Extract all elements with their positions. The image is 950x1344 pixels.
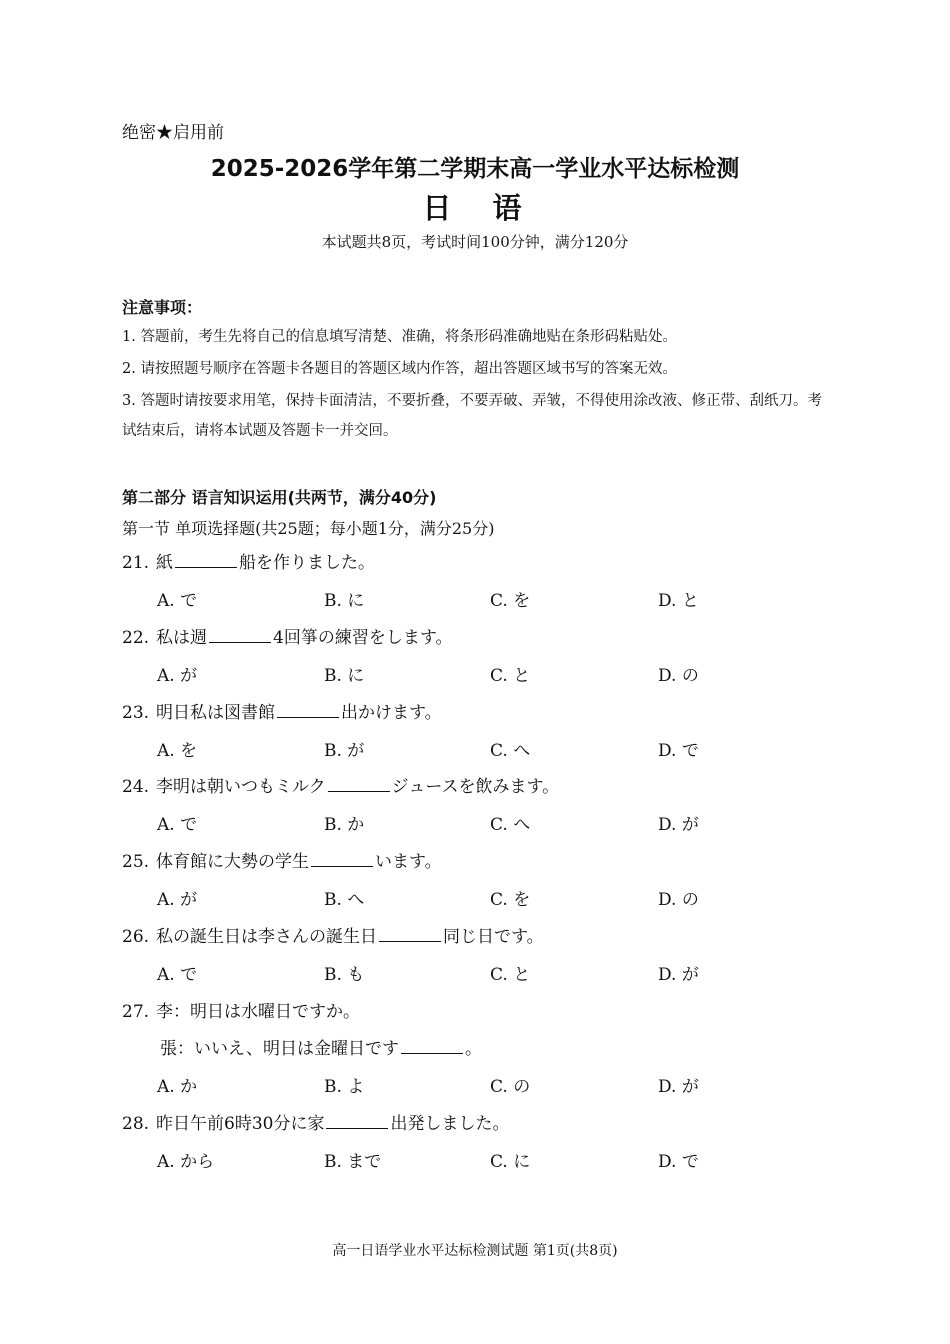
notice-item-2: 2. 请按照题号顺序在答题卡各题目的答题区域内作答，超出答题区域书写的答案无效。 — [122, 361, 677, 377]
question-text: 私は週 — [156, 628, 207, 648]
question-text: います。 — [375, 852, 442, 872]
option-a: A. から — [157, 1152, 215, 1172]
option-a: A. で — [157, 815, 198, 835]
question-text: 李明は朝いつもミルク — [156, 777, 326, 797]
exam-title: 2025-2026学年第二学期末高一学业水平达标检测 — [210, 156, 740, 182]
option-b: B. よ — [324, 1077, 365, 1097]
option-b: B. へ — [324, 890, 365, 910]
option-d: D. が — [658, 1077, 699, 1097]
notice-item-3: 3. 答题时请按要求用笔，保持卡面清洁，不要折叠，不要弄破、弄皱，不得使用涂改液、修正带、刮纸刀。考试结束后，请将本试题及答题卡一并交回。 — [122, 393, 822, 439]
question-number: 23. — [122, 703, 150, 723]
question-text: 李：明日は水曜日ですか。 — [156, 1002, 360, 1022]
question-text: 昨日午前6時30分に家 — [156, 1114, 325, 1134]
option-a: A. で — [157, 965, 198, 985]
part-title: 第二部分 语言知识运用(共两节，满分40分) — [122, 488, 437, 507]
option-d: D. が — [658, 965, 699, 985]
question-27-line-2 — [160, 1034, 482, 1059]
question-text: 紙 — [156, 553, 173, 573]
question-text: 船を作りました。 — [239, 553, 375, 573]
question-text: 体育館に大勢の学生 — [156, 852, 309, 872]
question-23 — [122, 698, 442, 723]
option-d: D. で — [658, 1152, 699, 1172]
answer-blank — [328, 777, 390, 792]
option-d: D. の — [658, 890, 699, 910]
question-28 — [122, 1109, 509, 1134]
option-d: D. と — [658, 591, 699, 611]
option-a: A. が — [157, 890, 198, 910]
answer-blank — [277, 703, 339, 718]
question-text: ジュースを飲みます。 — [391, 777, 560, 797]
option-b: B. まで — [324, 1152, 382, 1172]
question-number: 28. — [122, 1114, 150, 1134]
option-a: A. を — [157, 741, 198, 761]
option-c: C. を — [490, 591, 531, 611]
option-c: C. へ — [490, 741, 531, 761]
answer-blank — [209, 628, 271, 643]
question-number: 24. — [122, 777, 150, 797]
option-d: D. で — [658, 741, 699, 761]
option-b: B. が — [324, 741, 365, 761]
question-22 — [122, 623, 452, 648]
question-text: 明日私は図書館 — [156, 703, 275, 723]
option-c: C. へ — [490, 815, 531, 835]
question-number: 25. — [122, 852, 150, 872]
question-text: 出発しました。 — [390, 1114, 510, 1134]
subject-title: 日 语 — [422, 191, 528, 225]
answer-blank — [311, 852, 373, 867]
option-a: A. で — [157, 591, 198, 611]
option-d: D. が — [658, 815, 699, 835]
option-b: B. も — [324, 965, 365, 985]
option-c: C. の — [490, 1077, 531, 1097]
question-text: 同じ日です。 — [443, 927, 544, 947]
option-c: C. と — [490, 666, 531, 686]
option-d: D. の — [658, 666, 699, 686]
page-footer: 高一日语学业水平达标检测试题 第1页(共8页) — [332, 1243, 618, 1259]
question-text: 出かけます。 — [341, 703, 442, 723]
question-number: 22. — [122, 628, 150, 648]
question-26 — [122, 922, 544, 947]
question-27 — [122, 997, 360, 1022]
option-a: A. が — [157, 666, 198, 686]
confidential-label: 绝密★启用前 — [122, 123, 224, 143]
question-number: 21. — [122, 553, 150, 573]
section-title: 第一节 单项选择题(共25题；每小题1分，满分25分) — [122, 519, 495, 538]
answer-blank — [326, 1114, 388, 1129]
option-c: C. に — [490, 1152, 531, 1172]
question-text: 私の誕生日は李さんの誕生日 — [156, 927, 377, 947]
question-21 — [122, 548, 375, 573]
question-text: 張：いいえ、明日は金曜日です — [160, 1039, 400, 1059]
question-25 — [122, 847, 442, 872]
notice-item-1: 1. 答题前，考生先将自己的信息填写清楚、准确，将条形码准确地贴在条形码粘贴处。 — [122, 329, 677, 345]
option-b: B. か — [324, 815, 365, 835]
option-b: B. に — [324, 666, 365, 686]
notice-heading: 注意事项： — [122, 298, 203, 317]
option-a: A. か — [157, 1077, 198, 1097]
answer-blank — [175, 553, 237, 568]
question-text: 。 — [465, 1039, 483, 1059]
option-b: B. に — [324, 591, 365, 611]
answer-blank — [379, 927, 441, 942]
answer-blank — [401, 1039, 463, 1054]
question-number: 26. — [122, 927, 150, 947]
option-c: C. を — [490, 890, 531, 910]
question-24 — [122, 772, 559, 797]
question-number: 27. — [122, 1002, 150, 1022]
exam-info: 本试题共8页，考试时间100分钟，满分120分 — [321, 233, 629, 251]
question-text: 4回箏の練習をします。 — [273, 628, 453, 648]
option-c: C. と — [490, 965, 531, 985]
